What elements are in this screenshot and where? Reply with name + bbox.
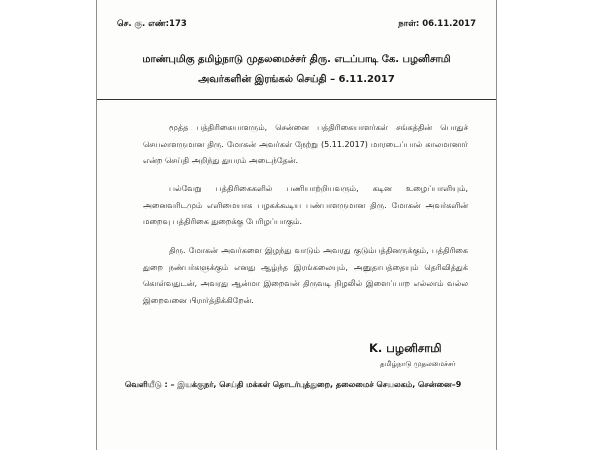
paragraph-2: பல்வேறு பத்திரிகைகளில் பணியாற்றியவரும், கடின உழைப்பாளியும், அனைவரிடமும் எளிமையாக பழகக்கூடிய பண்பாளருமான திரு. மோகன் அவர்களின் மறைவு பத்திரிகை துறைக்கு பேரிழப்பாகும். (143, 184, 468, 226)
signature-title: தமிழ்நாடு முதலமைச்சர் (380, 360, 456, 368)
header-row (117, 19, 476, 30)
press-release-page (96, 0, 497, 450)
heading-line-2: அவர்களின் இரங்கல் செய்தி – 6.11.2017 (198, 74, 395, 85)
heading-divider (97, 99, 496, 100)
heading-line-1: மாண்புமிகு தமிழ்நாடு முதலமைச்சர் திரு. எடப்பாடி கே. பழனிசாமி (142, 54, 451, 65)
paragraph-3: திரு. மோகன் அவர்களை இழந்து வாடும் அவரது குடும்பத்தினருக்கும், பத்திரிகை துறை நண்பர்களுக்கும் எனது ஆழ்ந்த இரங்கலையும், அனுதாபத்தையும் தெரிவித்துக் கொள்வதுடன், அவரது ஆன்மா இறைவன் திருவடி நிழலில் இளைப்பாற எல்லாம் வல்ல இறைவனை பிரார்த்திக்கிறேன். (143, 246, 468, 305)
release-date: நாள்: 06.11.2017 (398, 19, 476, 29)
reference-number: செ. கு. எண்:173 (117, 19, 187, 29)
document-heading (107, 50, 486, 90)
signature-name: K. பழனிசாமி (369, 341, 442, 355)
release-info: வெளியீடு : – இயக்குநர், செய்தி மக்கள் தொடர்புத்துறை, தலைமைச் செயலகம், சென்னை–9 (125, 380, 462, 389)
paragraph-1: மூத்த பத்திரிகையாளரும், சென்னை பத்திரிகையாளர்கள் சங்கத்தின் பொதுச் செயலாளருமான திரு. மோகன் அவர்கள் நேற்று (5.11.2017) மாரடைப்பால் காலமானார் என்ற செய்தி அறிந்து துயரம் அடைந்தேன். (143, 123, 468, 165)
